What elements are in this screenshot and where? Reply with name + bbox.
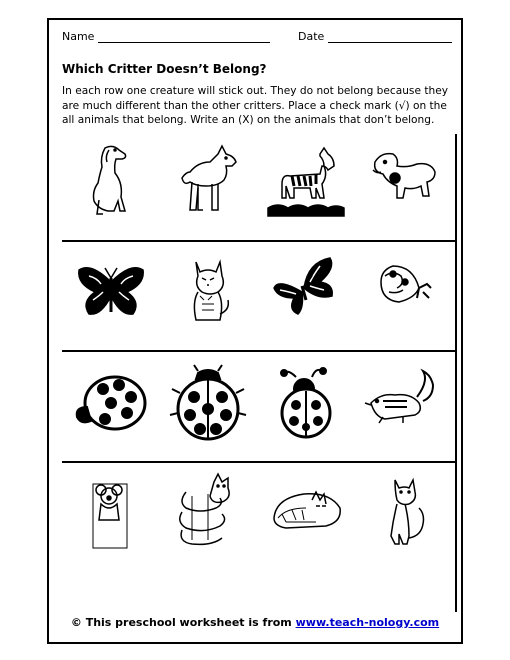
puppy-image[interactable] <box>363 140 443 222</box>
dog-fluffy-icon <box>168 140 248 222</box>
butterfly-1-image[interactable] <box>71 252 151 334</box>
footer-copyright: © This preschool worksheet is from <box>70 616 292 629</box>
butterfly-3-image[interactable] <box>363 252 443 334</box>
cat-with-snake-icon <box>168 472 248 554</box>
ladybug-icon <box>168 363 248 445</box>
cat-with-snake-image[interactable] <box>168 472 248 554</box>
date-label: Date <box>298 30 325 43</box>
kitten-image[interactable] <box>168 252 248 334</box>
row-divider-1 <box>62 240 456 242</box>
name-line[interactable] <box>98 32 270 43</box>
kitten-icon <box>168 252 248 334</box>
row-3 <box>62 363 452 445</box>
dog-fluffy-image[interactable] <box>168 140 248 222</box>
row-divider-3 <box>62 461 456 463</box>
ladybug-icon <box>266 363 346 445</box>
row-2 <box>62 252 452 334</box>
dog-sitting-image[interactable] <box>71 140 151 222</box>
worksheet-title: Which Critter Doesn’t Belong? <box>62 62 267 76</box>
butterfly-2-image[interactable] <box>266 252 346 334</box>
chipmunk-image[interactable] <box>363 363 443 445</box>
ladybug-2-image[interactable] <box>168 363 248 445</box>
koala-image[interactable] <box>71 472 151 554</box>
footer <box>47 616 463 629</box>
butterfly-icon <box>266 252 346 334</box>
chipmunk-icon <box>363 363 443 445</box>
footer-link[interactable]: www.teach-nology.com <box>295 616 440 629</box>
date-field[interactable] <box>298 30 452 43</box>
cat-sitting-image[interactable] <box>363 472 443 554</box>
zebra-icon <box>266 140 346 222</box>
ladybug-1-image[interactable] <box>71 363 151 445</box>
cat-sleeping-icon <box>266 472 346 554</box>
koala-icon <box>71 472 151 554</box>
dog-sitting-icon <box>71 140 151 222</box>
name-field[interactable] <box>62 30 270 43</box>
date-line[interactable] <box>328 32 452 43</box>
puppy-icon <box>363 140 443 222</box>
row-4 <box>62 472 452 554</box>
zebra-image[interactable] <box>266 140 346 222</box>
cat-sleeping-image[interactable] <box>266 472 346 554</box>
row-1 <box>62 140 452 222</box>
ladybug-3-image[interactable] <box>266 363 346 445</box>
cat-sitting-icon <box>363 472 443 554</box>
butterfly-icon <box>363 252 443 334</box>
butterfly-icon <box>71 252 151 334</box>
ladybug-icon <box>71 363 151 445</box>
instructions: In each row one creature will stick out. They do not belong because they are much different than the other critters. Place a check mark (√) on the all animals that belong. Write an (X) on the animals that don’t belong. <box>62 85 448 126</box>
right-divider <box>455 134 457 612</box>
name-label: Name <box>62 30 95 43</box>
row-divider-2 <box>62 350 456 352</box>
